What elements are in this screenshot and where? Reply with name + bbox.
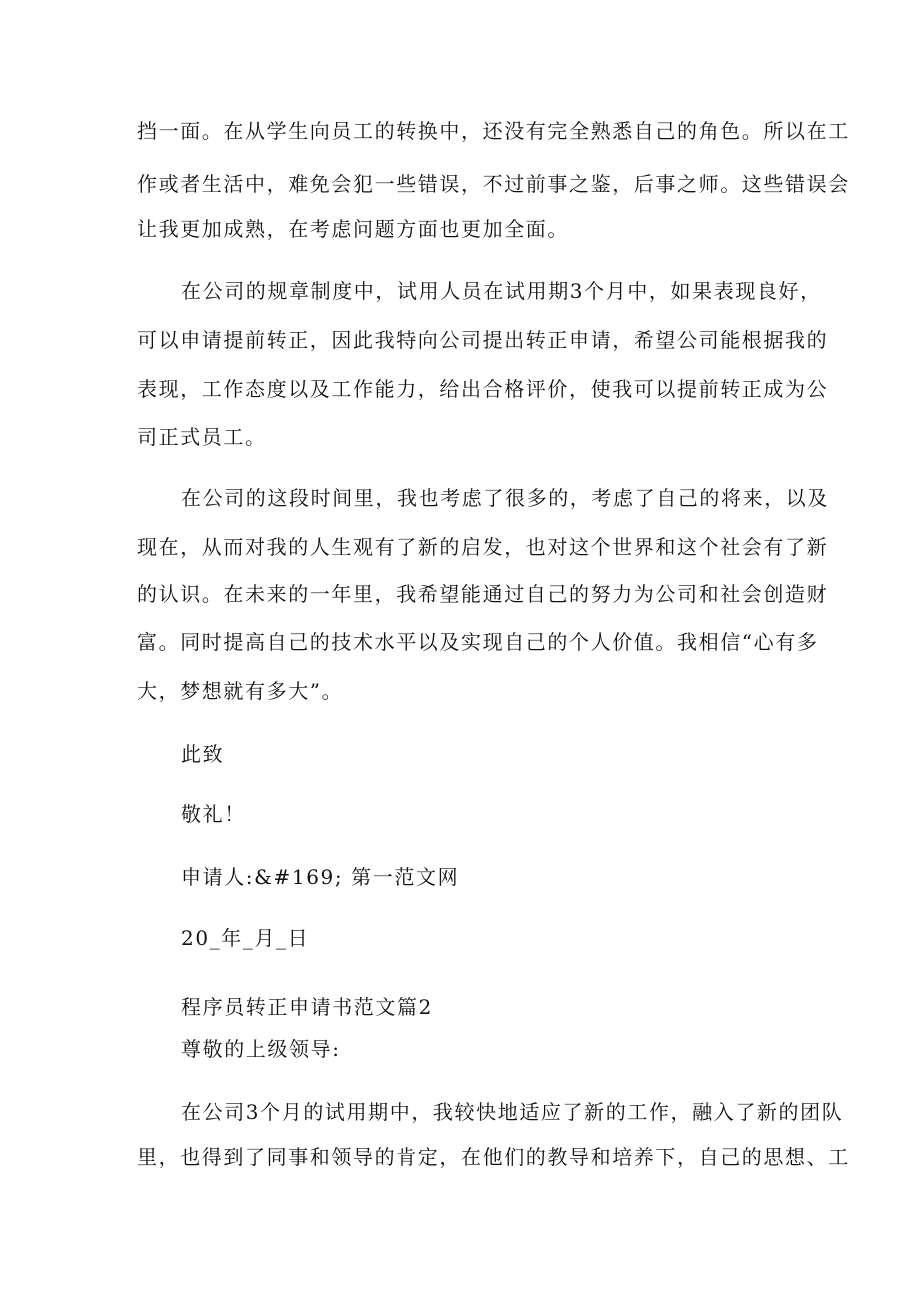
section-title: 程序员转正申请书范文篇2: [181, 995, 433, 1019]
paragraph-line: 里，也得到了同事和领导的肯定，在他们的教导和培养下，自己的思想、工: [137, 1145, 850, 1169]
closing-regards: 敬礼！: [181, 802, 246, 826]
paragraph-line: 大，梦想就有多大”。: [137, 679, 344, 703]
paragraph-line: 司正式员工。: [137, 425, 267, 449]
paragraph-line: 的认识。在未来的一年里，我希望能通过自己的努力为公司和社会创造财: [137, 582, 829, 606]
closing-salutation: 此致: [181, 742, 225, 766]
salutation: 尊敬的上级领导:: [181, 1037, 341, 1061]
applicant-line: 申请人:&#169; 第一范文网: [181, 865, 460, 889]
paragraph-line: 富。同时提高自己的技术水平以及实现自己的个人价值。我相信“心有多: [137, 630, 819, 654]
paragraph-line: 在公司3个月的试用期中，我较快地适应了新的工作，融入了新的团队: [181, 1100, 844, 1124]
paragraph-line: 表现，工作态度以及工作能力，给出合格评价，使我可以提前转正成为公: [137, 377, 829, 401]
paragraph-line: 在公司的这段时间里，我也考虑了很多的，考虑了自己的将来，以及: [181, 486, 829, 510]
paragraph-line: 挡一面。在从学生向员工的转换中，还没有完全熟悉自己的角色。所以在工: [137, 119, 850, 143]
paragraph-line: 可以申请提前转正，因此我特向公司提出转正申请，希望公司能根据我的: [137, 328, 829, 352]
paragraph-line: 作或者生活中，难免会犯一些错误，不过前事之鉴，后事之师。这些错误会: [137, 172, 850, 196]
paragraph-line: 在公司的规章制度中，试用人员在试用期3个月中，如果表现良好，: [181, 279, 822, 303]
paragraph-line: 让我更加成熟，在考虑问题方面也更加全面。: [137, 217, 569, 241]
date-line: 20_年_月_日: [181, 926, 310, 950]
paragraph-line: 现在，从而对我的人生观有了新的启发，也对这个世界和这个社会有了新: [137, 535, 829, 559]
